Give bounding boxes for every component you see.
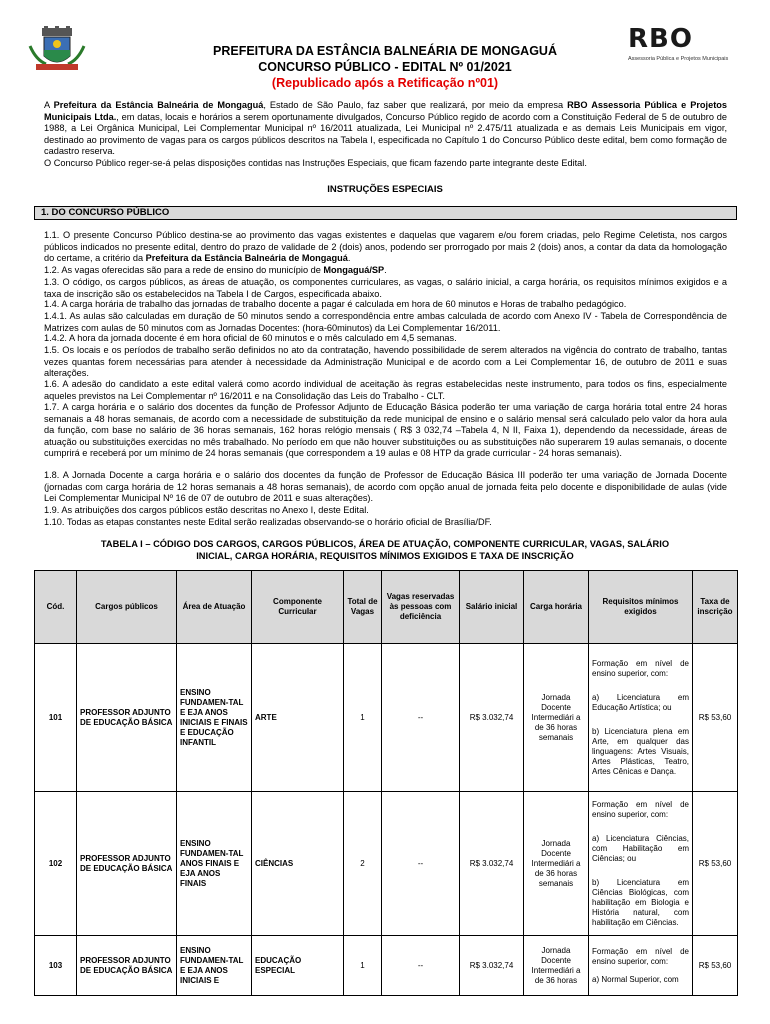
table-title-line-1: TABELA I – CÓDIGO DOS CARGOS, CARGOS PÚBLICOS, ÁREA DE ATUAÇÃO, COMPONENTE CURRICULAR, VAGAS, SALÁRIO <box>100 539 670 549</box>
header-carga: Carga horária <box>524 571 589 644</box>
cell-salario: R$ 3.032,74 <box>460 936 524 996</box>
table-row <box>35 936 738 996</box>
intro-paragraph: A Prefeitura da Estância Balneária de Mongaguá, Estado de São Paulo, faz saber que realizará, por meio da empresa RBO Assessoria Pública e Projetos Municipais Ltda., em datas, locais e horários a serem oportunamente divulgados, Concurso Público regido de acordo com a Constituição Federal de 5 de outubro de 1988, a Lei Orgânica Municipal, Lei Complementar Municipal nº 16/2011 atualizada, Lei Municipal nº 2.475/11 atualizada e as demais Leis Municipais em vigor, destinado ao provimento de vagas para os cargos públicos descritos na Tabela I, especificada no Capítulo 1 do Concurso Público deste edital, bem como formação de cadastro reserva. <box>44 100 727 157</box>
cell-componente: EDUCAÇÃO ESPECIAL <box>252 936 344 996</box>
header-taxa: Taxa de inscrição <box>693 571 738 644</box>
cell-pcd: -- <box>382 792 460 936</box>
header-total-vagas: Total de Vagas <box>344 571 382 644</box>
cell-cargo: PROFESSOR ADJUNTO DE EDUCAÇÃO BÁSICA <box>77 936 177 996</box>
cell-componente: ARTE <box>252 644 344 792</box>
req-intro: Formação em nível de ensino superior, com: <box>592 946 689 966</box>
cell-area: ENSINO FUNDAMEN-TAL E EJA ANOS INICIAIS E <box>177 936 252 996</box>
table-title-line-2: INICIAL, CARGA HORÁRIA, REQUISITOS MÍNIMOS EXIGIDOS E TAXA DE INSCRIÇÃO <box>196 551 574 561</box>
item-1-4-2: 1.4.2. A hora da jornada docente é em hora oficial de 60 minutos e o mês calculado em 4,5 semanas. <box>44 333 457 343</box>
table-row <box>35 644 738 792</box>
cargos-table <box>34 570 738 996</box>
cell-salario: R$ 3.032,74 <box>460 644 524 792</box>
cell-area: ENSINO FUNDAMEN-TAL E EJA ANOS INICIAIS E FINAIS E EDUCAÇÃO INFANTIL <box>177 644 252 792</box>
header-vagas-pcd: Vagas reservadas às pessoas com deficiência <box>382 571 460 644</box>
cell-carga: Jornada Docente Intermediári a de 36 horas <box>524 936 589 996</box>
cell-cod: 102 <box>35 792 77 936</box>
cell-componente: CIÊNCIAS <box>252 792 344 936</box>
item-1-3: 1.3. O código, os cargos públicos, as áreas de atuação, os componentes curriculares, as vagas, o salário inicial, a carga horária, os requisitos mínimos exigidos e a taxa de inscrição são os estabelecidos na Tabela I de Cargos, especificada abaixo. <box>44 277 727 299</box>
cell-salario: R$ 3.032,74 <box>460 792 524 936</box>
rbo-logo-text: RBO <box>628 24 693 54</box>
req-a: a) Licenciatura Ciências, com Habilitação em Ciências; ou <box>592 833 689 863</box>
table-row <box>35 792 738 936</box>
header-area: Área de Atuação <box>177 571 252 644</box>
cell-taxa: R$ 53,60 <box>693 644 738 792</box>
cell-cargo: PROFESSOR ADJUNTO DE EDUCAÇÃO BÁSICA <box>77 792 177 936</box>
item-1-1: 1.1. O presente Concurso Público destina-se ao provimento das vagas existentes e daquelas que vagarem e/ou forem criadas, pelo Regime Celetista, nos cargos públicos indicados no presente edital, dentro do prazo de validade de 2 (dois) anos, podendo ser prorrogado por mais 2 (dois) anos, a contar da data da homologação do certame, a critério da Prefeitura da Estância Balneária de Mongaguá. <box>44 230 727 264</box>
cell-area: ENSINO FUNDAMEN-TAL ANOS FINAIS E EJA ANOS FINAIS <box>177 792 252 936</box>
section-1-header: 1. DO CONCURSO PÚBLICO <box>34 206 737 220</box>
cell-carga: Jornada Docente Intermediári a de 36 horas semanais <box>524 792 589 936</box>
instrucoes-especiais-title: INSTRUÇÕES ESPECIAIS <box>327 184 443 195</box>
table-header-row <box>35 571 738 644</box>
item-1-6: 1.6. A adesão do candidato a este edital valerá como acordo individual de aceitação às regras estabelecidas neste instrumento, para todos os fins, especialmente aqueles previstos na Lei Complementar nº 16/2011 e na Consolidação das Leis do Trabalho - CLT. <box>44 379 727 401</box>
req-intro: Formação em nível de ensino superior, com: <box>592 658 689 678</box>
cell-carga: Jornada Docente Intermediári a de 36 horas semanais <box>524 644 589 792</box>
item-1-2: 1.2. As vagas oferecidas são para a rede de ensino do município de Mongaguá/SP. <box>44 265 387 275</box>
header-salario: Salário inicial <box>460 571 524 644</box>
cell-cod: 101 <box>35 644 77 792</box>
item-1-10: 1.10. Todas as etapas constantes neste Edital serão realizadas observando-se o horário oficial de Brasília/DF. <box>44 517 492 527</box>
cell-cod: 103 <box>35 936 77 996</box>
cell-total: 1 <box>344 644 382 792</box>
cell-total: 2 <box>344 792 382 936</box>
title-republicado: (Republicado após a Retificação nº01) <box>271 76 499 90</box>
cell-requisitos <box>589 936 693 996</box>
item-1-5: 1.5. Os locais e os períodos de trabalho serão definidos no ato da contratação, havendo possibilidade de serem alterados na vigência do contrato de trabalho, tantas vezes quantas forem necessárias para atender à necessidade da Administração Municipal e de acordo com a Lei Complementar 16, de outubro de 2011 e suas alterações. <box>44 345 727 379</box>
header-cargos: Cargos públicos <box>77 571 177 644</box>
cell-taxa: R$ 53,60 <box>693 792 738 936</box>
req-a: a) Licenciatura em Educação Artística; ou <box>592 692 689 712</box>
cell-requisitos <box>589 792 693 936</box>
req-b: b) Licenciatura em Ciências Biológicas, com habilitação em Biologia e História natural, com habilitação em Ciências. <box>592 877 689 927</box>
item-1-7: 1.7. A carga horária e o salário dos docentes da função de Professor Adjunto de Educação Básica poderão ter uma variação de carga horária total entre 24 horas semanais a 48 horas semanais, de acordo com a necessidade de substituição da rede municipal de ensino e o salário mensal será calculado pelo valor da hora aula da função, com base no salário de 36 horas semanais, 162 horas relógio mensais ( R$ 3 032,74 –Tabela 4, N II, Faixa 1), dependendo da necessidade, áreas de atuação ou substituições exercidas no mês trabalhado. No período em que não houver substituições ou as substituições não superarem 19 aulas semanais, o docente cumprirá e receberá por um mínimo de 24 horas semanais (que correspondem a 19 aulas e 08 HTP da grade curricular - 24 horas semanais). <box>44 402 727 459</box>
cell-pcd: -- <box>382 644 460 792</box>
item-1-4-1: 1.4.1. As aulas são calculadas em duração de 50 minutos sendo a correspondência entre ambas calculada de acordo com Anexo IV - Tabela de Correspondência de Matrizes com aulas de 50 minutos com as Jornadas Docentes: (hora-60minutos) da Lei Complementar 16/2011. <box>44 311 727 333</box>
title-prefeitura: PREFEITURA DA ESTÂNCIA BALNEÁRIA DE MONGAGUÁ <box>213 44 557 58</box>
title-concurso: CONCURSO PÚBLICO - EDITAL Nº 01/2021 <box>258 60 512 74</box>
cell-requisitos <box>589 644 693 792</box>
header-cod: Cód. <box>35 571 77 644</box>
item-1-8: 1.8. A Jornada Docente a carga horária e o salário dos docentes da função de Professor de Educação Básica III poderão ter uma variação de Jornada Docente (jornadas com carga horária de 12 horas semanais a 48 horas semanais), de acordo com opção anual de jornada feita pelo docente e disponibilidade de aulas (vide Lei Complementar Municipal Nº 16 de 07 de outubro de 2011 e suas alterações). <box>44 470 727 504</box>
header-requisitos: Requisitos mínimos exigidos <box>589 571 693 644</box>
item-1-4: 1.4. A carga horária de trabalho das jornadas de trabalho docente a pagar é calculada em hora de 60 minutos e Horas de trabalho pedagógico. <box>44 299 627 309</box>
header-componente: Componente Curricular <box>252 571 344 644</box>
intro-paragraph-2: O Concurso Público reger-se-á pelas disposições contidas nas Instruções Especiais, que ficam fazendo parte integrante deste Edital. <box>44 158 587 168</box>
cell-pcd: -- <box>382 936 460 996</box>
req-a: a) Normal Superior, com <box>592 974 679 984</box>
cell-taxa: R$ 53,60 <box>693 936 738 996</box>
cell-cargo: PROFESSOR ADJUNTO DE EDUCAÇÃO BÁSICA <box>77 644 177 792</box>
cell-total: 1 <box>344 936 382 996</box>
rbo-logo-subtext: Assessoria Pública e Projetos Municipais <box>628 56 729 62</box>
req-intro: Formação em nível de ensino superior, com: <box>592 799 689 819</box>
item-1-9: 1.9. As atribuições dos cargos públicos estão descritas no Anexo I, deste Edital. <box>44 505 369 515</box>
req-b: b) Licenciatura plena em Arte, em qualquer das linguagens: Artes Visuais, Artes Plásticas, Teatro, Artes Cênicas e Dança. <box>592 726 689 776</box>
